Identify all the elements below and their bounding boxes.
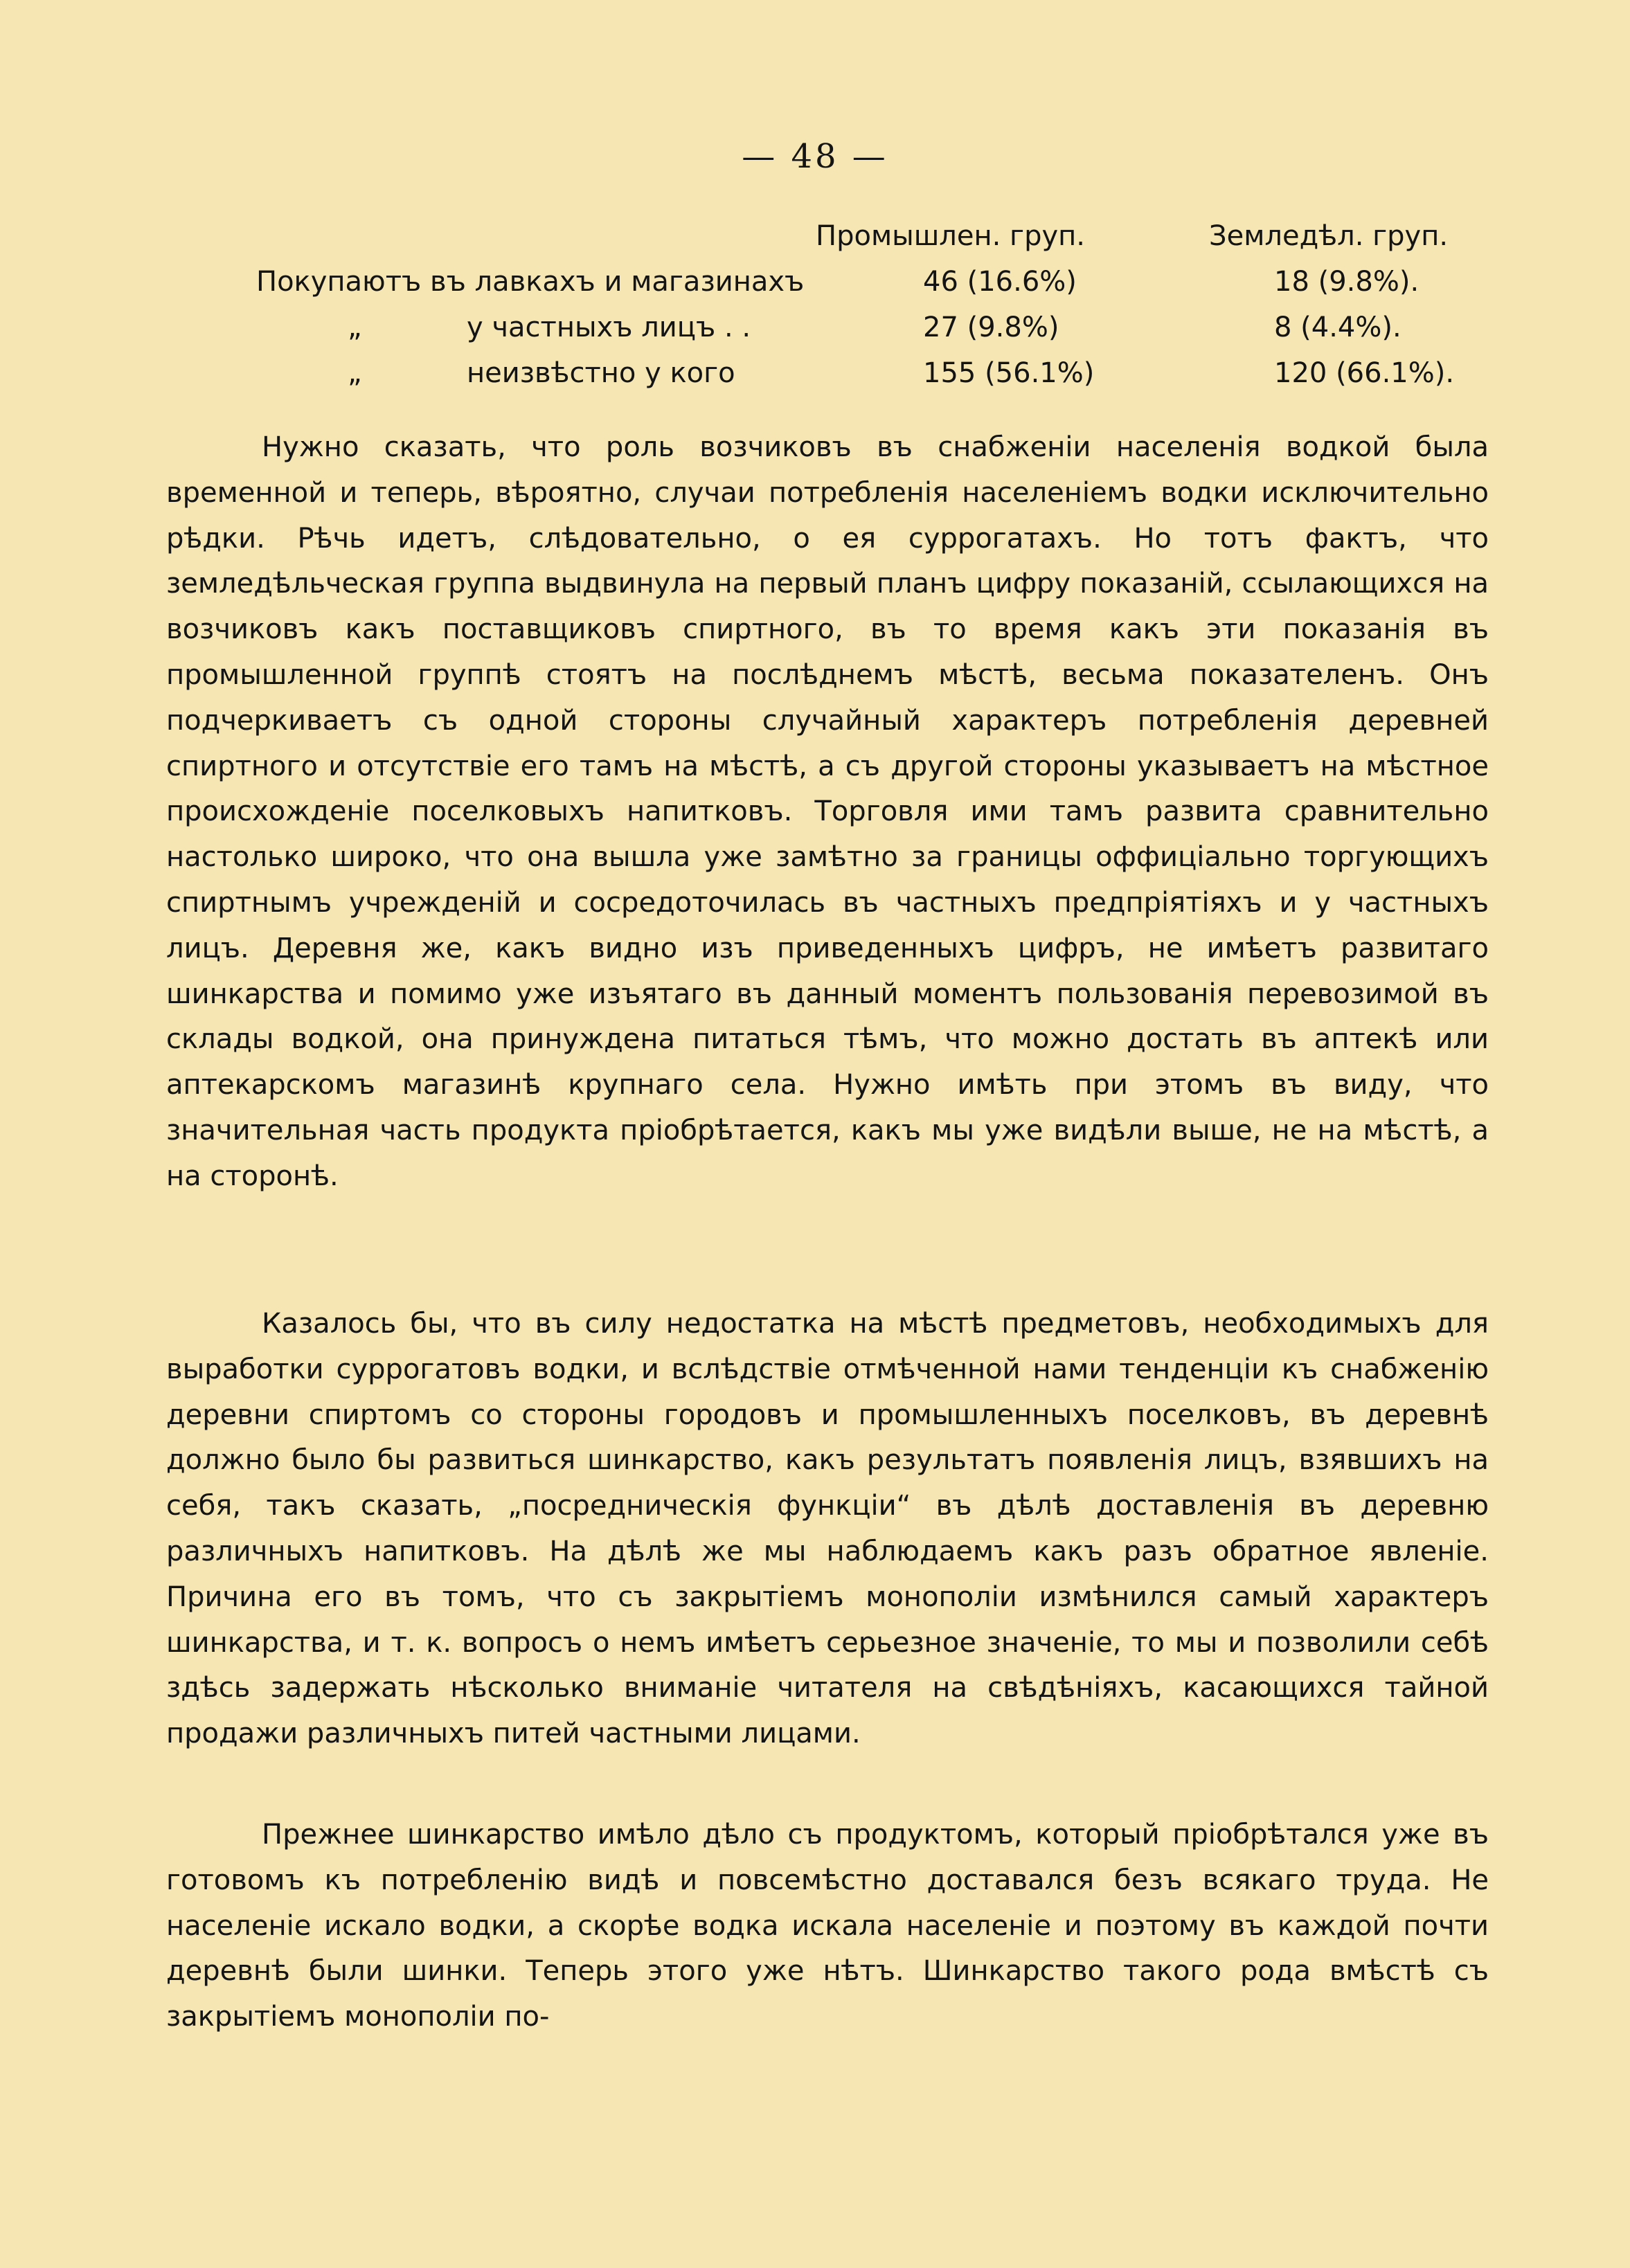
row-agricultural-value: 18 (9.8%). [1274, 266, 1419, 298]
ditto-mark: „ [348, 357, 362, 389]
paragraph-text: Прежнее шинкарство имѣло дѣло съ продуктомъ, который пріобрѣтался уже въ готовомъ къ потребленію видѣ и повсемѣстно доставался безъ всякаго труда. Не населеніе искало водки, а скорѣе водка искала населеніе и поэтому въ каждой почти деревнѣ были шинки. Теперь этого уже нѣтъ. Шинкарство такого рода вмѣстѣ съ закрытіемъ монополіи по- [166, 1819, 1489, 2033]
table-row [256, 266, 1503, 312]
purchase-sources-table [256, 220, 1503, 403]
paragraph-text: Нужно сказать, что роль возчиковъ въ снабженіи населенія водкой была временной и теперь, вѣроятно, случаи потребленія населеніемъ водки исключительно рѣдки. Рѣчь идетъ, слѣдовательно, о ея суррогатахъ. Но тотъ фактъ, что земледѣльческая группа выдвинула на первый планъ цифру показаній, ссылающихся на возчиковъ какъ поставщиковъ спиртного, въ то время какъ эти показанія въ промышленной группѣ стоятъ на послѣднемъ мѣстѣ, весьма показателенъ. Онъ подчеркиваетъ съ одной стороны случайный характеръ потребленія деревней спиртного и отсутствіе его тамъ на мѣстѣ, а съ другой стороны указываетъ на мѣстное происхожденіе поселковыхъ напитковъ. Торговля ими тамъ развита сравнительно настолько широко, что она вышла уже замѣтно за границы оффиціально торгующихъ спиртнымъ учрежденій и сосредоточилась въ частныхъ предпріятіяхъ и у частныхъ лицъ. Деревня же, какъ видно изъ приведенныхъ цифръ, не имѣетъ развитаго шинкарства и помимо уже изъятаго въ данный моментъ пользованія перевозимой въ склады водкой, она принуждена питаться тѣмъ, что можно достать въ аптекѣ или аптекарскомъ магазинѣ крупнаго села. Нужно имѣть при этомъ въ виду, что значительная часть продукта пріобрѣтается, какъ мы уже видѣли выше, не на мѣстѣ, а на сторонѣ. [166, 431, 1489, 1192]
body-paragraph-1 [166, 425, 1489, 1200]
ditto-mark: „ [348, 312, 362, 343]
table-row [256, 312, 1503, 357]
row-industrial-value: 46 (16.6%) [923, 266, 1077, 298]
body-paragraph-3 [166, 1812, 1489, 2040]
table-row [256, 357, 1503, 403]
paragraph-text: Казалось бы, что въ силу недостатка на мѣстѣ предметовъ, необходимыхъ для выработки суррогатовъ водки, и вслѣдствіе отмѣченной нами тенденціи къ снабженію деревни спиртомъ со стороны городовъ и промышленныхъ поселковъ, въ деревнѣ должно было бы развиться шинкарство, какъ результатъ появленія лицъ, взявшихъ на себя, такъ сказать, „посредническія функціи“ въ дѣлѣ доставленія въ деревню различныхъ напитковъ. На дѣлѣ же мы наблюдаемъ какъ разъ обратное явленіе. Причина его въ томъ, что съ закрытіемъ монополіи измѣнился самый характеръ шинкарства, и т. к. вопросъ о немъ имѣетъ серьезное значеніе, то мы и позволили себѣ здѣсь задержать нѣсколько вниманіе читателя на свѣдѣніяхъ, касающихся тайной продажи различныхъ питей частными лицами. [166, 1308, 1489, 1750]
row-agricultural-value: 8 (4.4%). [1274, 312, 1401, 343]
table-header-row [256, 220, 1503, 266]
body-paragraph-2 [166, 1302, 1489, 1757]
row-label: неизвѣстно у кого [467, 357, 735, 389]
header-agricultural-group: Земледѣл. груп. [1209, 220, 1449, 252]
row-label: Покупаютъ въ лавкахъ и магазинахъ [256, 266, 805, 298]
page-number: — 48 — [742, 137, 888, 176]
row-industrial-value: 155 (56.1%) [923, 357, 1095, 389]
header-industrial-group: Промышлен. груп. [816, 220, 1086, 252]
row-label: у частныхъ лицъ . . [467, 312, 751, 343]
row-industrial-value: 27 (9.8%) [923, 312, 1059, 343]
row-agricultural-value: 120 (66.1%). [1274, 357, 1455, 389]
